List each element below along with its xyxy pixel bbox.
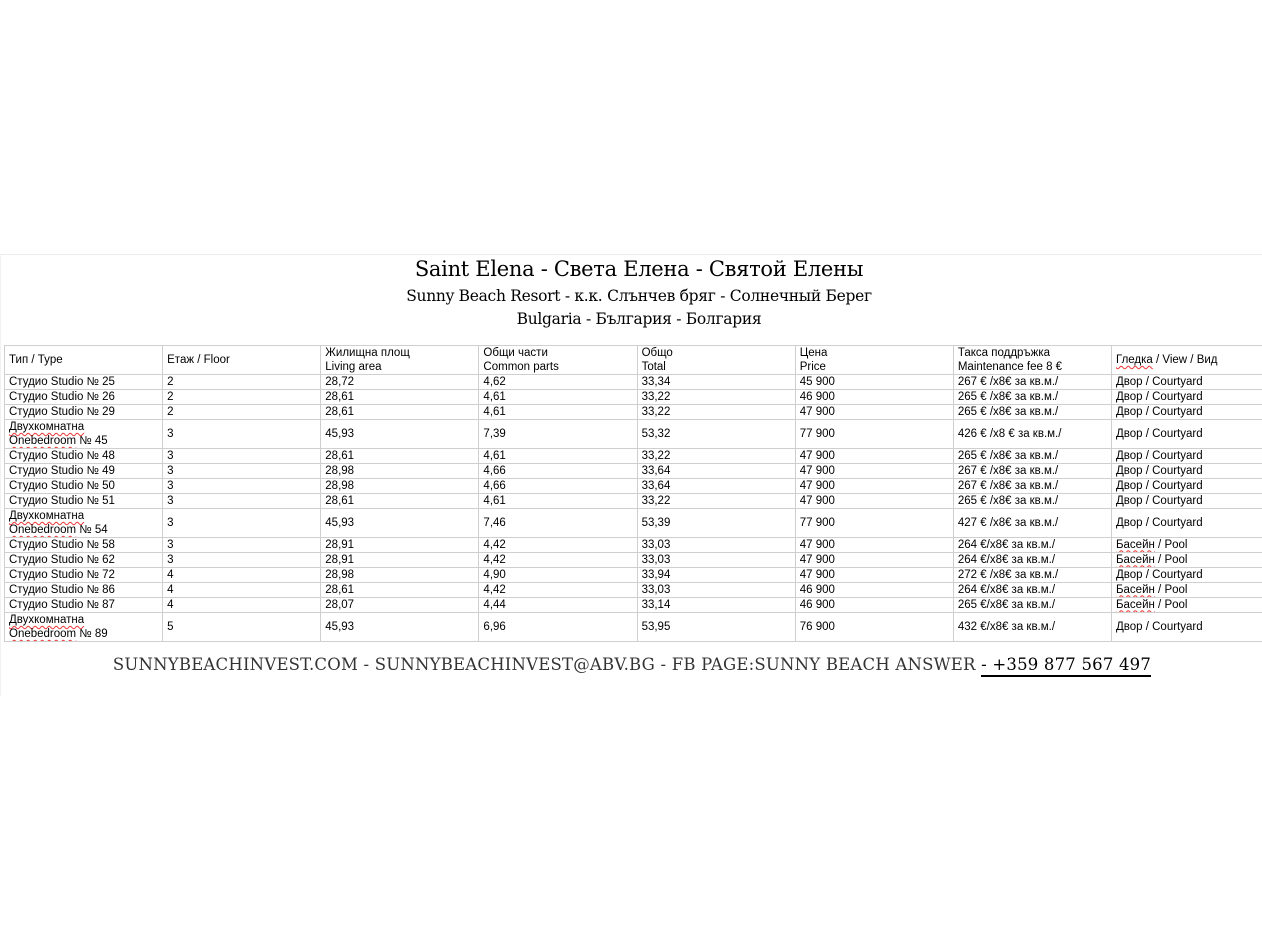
units-table (4, 345, 1262, 642)
cell-floor: 4 (163, 598, 321, 613)
cell-view: Двор / Courtyard (1111, 405, 1262, 420)
cell-total: 33,22 (637, 405, 795, 420)
cell-common-parts: 4,90 (479, 568, 637, 583)
cell-living-area: 28,98 (321, 479, 479, 494)
cell-view: Двор / Courtyard (1111, 375, 1262, 390)
phone-number: - +359 877 567 497 (981, 655, 1151, 677)
cell-living-area: 45,93 (321, 509, 479, 538)
header-floor: Етаж / Floor (163, 346, 321, 375)
cell-total: 33,22 (637, 494, 795, 509)
cell-price: 47 900 (795, 494, 953, 509)
cell-common-parts: 6,96 (479, 613, 637, 642)
cell-common-parts: 4,61 (479, 405, 637, 420)
cell-floor: 2 (163, 375, 321, 390)
cell-view: Двор / Courtyard (1111, 494, 1262, 509)
cell-type: Студио Studio № 29 (5, 405, 163, 420)
cell-maintenance-fee: 264 €/x8€ за кв.м./ (953, 583, 1111, 598)
cell-total: 33,03 (637, 538, 795, 553)
cell-view: Двор / Courtyard (1111, 568, 1262, 583)
table-header-row (5, 346, 1262, 375)
cell-common-parts: 4,42 (479, 553, 637, 568)
cell-type: Двухкомнатна Onebedroom № 54 (5, 509, 163, 538)
cell-view: Двор / Courtyard (1111, 479, 1262, 494)
cell-maintenance-fee: 426 € /x8 € за кв.м./ (953, 420, 1111, 449)
page-subtitle-resort: Sunny Beach Resort - к.к. Слънчев бряг - Солнечный Берег (406, 287, 872, 305)
cell-common-parts: 4,66 (479, 479, 637, 494)
cell-type: Студио Studio № 26 (5, 390, 163, 405)
cell-view: Басейн / Pool (1111, 598, 1262, 613)
cell-type: Студио Studio № 58 (5, 538, 163, 553)
table-row (5, 390, 1262, 405)
table-row (5, 568, 1262, 583)
cell-price: 46 900 (795, 390, 953, 405)
cell-total: 33,14 (637, 598, 795, 613)
cell-view: Басейн / Pool (1111, 583, 1262, 598)
price-list-sheet (0, 254, 1262, 696)
cell-maintenance-fee: 265 € /x8€ за кв.м./ (953, 390, 1111, 405)
cell-floor: 5 (163, 613, 321, 642)
cell-living-area: 28,91 (321, 553, 479, 568)
cell-maintenance-fee: 272 € /x8€ за кв.м./ (953, 568, 1111, 583)
cell-living-area: 28,91 (321, 538, 479, 553)
cell-price: 47 900 (795, 553, 953, 568)
cell-common-parts: 4,42 (479, 583, 637, 598)
table-row (5, 405, 1262, 420)
cell-type: Студио Studio № 87 (5, 598, 163, 613)
cell-maintenance-fee: 427 € /x8€ за кв.м./ (953, 509, 1111, 538)
cell-maintenance-fee: 265 €/x8€ за кв.м./ (953, 598, 1111, 613)
cell-floor: 3 (163, 479, 321, 494)
cell-type: Студио Studio № 48 (5, 449, 163, 464)
cell-price: 46 900 (795, 598, 953, 613)
cell-floor: 4 (163, 568, 321, 583)
cell-maintenance-fee: 264 €/x8€ за кв.м./ (953, 553, 1111, 568)
header-price: Цена Price (795, 346, 953, 375)
table-row (5, 509, 1262, 538)
cell-common-parts: 4,66 (479, 464, 637, 479)
cell-living-area: 28,72 (321, 375, 479, 390)
cell-common-parts: 4,61 (479, 390, 637, 405)
cell-total: 33,22 (637, 390, 795, 405)
cell-maintenance-fee: 267 € /x8€ за кв.м./ (953, 479, 1111, 494)
cell-view: Двор / Courtyard (1111, 390, 1262, 405)
cell-common-parts: 4,62 (479, 375, 637, 390)
table-row (5, 553, 1262, 568)
cell-price: 47 900 (795, 405, 953, 420)
cell-price: 47 900 (795, 568, 953, 583)
table-row (5, 613, 1262, 642)
header-type: Тип / Type (5, 346, 163, 375)
page-subtitle-country: Bulgaria - България - Болгария (516, 310, 762, 328)
cell-living-area: 28,61 (321, 390, 479, 405)
cell-type: Студио Studio № 62 (5, 553, 163, 568)
cell-maintenance-fee: 267 € /x8€ за кв.м./ (953, 464, 1111, 479)
cell-common-parts: 4,61 (479, 494, 637, 509)
cell-maintenance-fee: 265 € /x8€ за кв.м./ (953, 449, 1111, 464)
cell-total: 53,39 (637, 509, 795, 538)
cell-floor: 3 (163, 494, 321, 509)
header-common-parts: Общи части Common parts (479, 346, 637, 375)
cell-view: Двор / Courtyard (1111, 464, 1262, 479)
cell-living-area: 28,98 (321, 464, 479, 479)
header-living-area: Жилищна площ Living area (321, 346, 479, 375)
cell-maintenance-fee: 265 € /x8€ за кв.м./ (953, 405, 1111, 420)
page-title: Saint Elena - Света Елена - Святой Елены (414, 257, 864, 281)
cell-total: 33,34 (637, 375, 795, 390)
table-row (5, 583, 1262, 598)
cell-price: 77 900 (795, 420, 953, 449)
cell-floor: 3 (163, 538, 321, 553)
cell-price: 47 900 (795, 538, 953, 553)
cell-common-parts: 4,44 (479, 598, 637, 613)
cell-common-parts: 7,39 (479, 420, 637, 449)
table-row (5, 449, 1262, 464)
table-row (5, 375, 1262, 390)
table-row (5, 538, 1262, 553)
cell-floor: 2 (163, 405, 321, 420)
cell-floor: 3 (163, 553, 321, 568)
cell-total: 33,94 (637, 568, 795, 583)
header-maintenance-fee: Такса поддръжка Maintenance fee 8 € (953, 346, 1111, 375)
cell-common-parts: 7,46 (479, 509, 637, 538)
cell-type: Студио Studio № 49 (5, 464, 163, 479)
cell-price: 46 900 (795, 583, 953, 598)
cell-type: Студио Studio № 86 (5, 583, 163, 598)
cell-total: 53,32 (637, 420, 795, 449)
cell-common-parts: 4,42 (479, 538, 637, 553)
cell-view: Басейн / Pool (1111, 538, 1262, 553)
cell-price: 47 900 (795, 464, 953, 479)
cell-view: Двор / Courtyard (1111, 420, 1262, 449)
cell-view: Двор / Courtyard (1111, 613, 1262, 642)
cell-view: Двор / Courtyard (1111, 509, 1262, 538)
cell-total: 33,64 (637, 479, 795, 494)
cell-total: 33,64 (637, 464, 795, 479)
cell-common-parts: 4,61 (479, 449, 637, 464)
cell-floor: 3 (163, 420, 321, 449)
table-row (5, 420, 1262, 449)
cell-floor: 2 (163, 390, 321, 405)
contact-footer (1, 655, 1262, 674)
cell-type: Двухкомнатна Onebedroom № 45 (5, 420, 163, 449)
cell-living-area: 28,98 (321, 568, 479, 583)
cell-living-area: 28,61 (321, 405, 479, 420)
cell-view: Двор / Courtyard (1111, 449, 1262, 464)
cell-price: 47 900 (795, 449, 953, 464)
table-row (5, 494, 1262, 509)
cell-type: Студио Studio № 50 (5, 479, 163, 494)
cell-living-area: 28,61 (321, 449, 479, 464)
header-view: Гледка / View / Вид (1111, 346, 1262, 375)
cell-type: Студио Studio № 25 (5, 375, 163, 390)
cell-living-area: 28,07 (321, 598, 479, 613)
cell-living-area: 45,93 (321, 420, 479, 449)
cell-total: 33,22 (637, 449, 795, 464)
table-row (5, 479, 1262, 494)
cell-price: 77 900 (795, 509, 953, 538)
cell-type: Студио Studio № 72 (5, 568, 163, 583)
cell-total: 33,03 (637, 553, 795, 568)
cell-price: 47 900 (795, 479, 953, 494)
cell-price: 76 900 (795, 613, 953, 642)
cell-maintenance-fee: 264 €/x8€ за кв.м./ (953, 538, 1111, 553)
cell-type: Студио Studio № 51 (5, 494, 163, 509)
cell-view: Басейн / Pool (1111, 553, 1262, 568)
cell-type: Двухкомнатна Onebedroom № 89 (5, 613, 163, 642)
table-row (5, 598, 1262, 613)
cell-living-area: 28,61 (321, 583, 479, 598)
cell-floor: 3 (163, 464, 321, 479)
cell-price: 45 900 (795, 375, 953, 390)
cell-living-area: 45,93 (321, 613, 479, 642)
contact-links-text: SUNNYBEACHINVEST.COM - SUNNYBEACHINVEST@ABV.BG - FB PAGE:SUNNY BEACH ANSWER (112, 655, 982, 674)
table-row (5, 464, 1262, 479)
cell-living-area: 28,61 (321, 494, 479, 509)
header-total: Общо Total (637, 346, 795, 375)
cell-maintenance-fee: 432 €/x8€ за кв.м./ (953, 613, 1111, 642)
cell-total: 53,95 (637, 613, 795, 642)
cell-maintenance-fee: 267 € /x8€ за кв.м./ (953, 375, 1111, 390)
cell-floor: 4 (163, 583, 321, 598)
cell-maintenance-fee: 265 € /x8€ за кв.м./ (953, 494, 1111, 509)
cell-floor: 3 (163, 509, 321, 538)
cell-floor: 3 (163, 449, 321, 464)
cell-total: 33,03 (637, 583, 795, 598)
